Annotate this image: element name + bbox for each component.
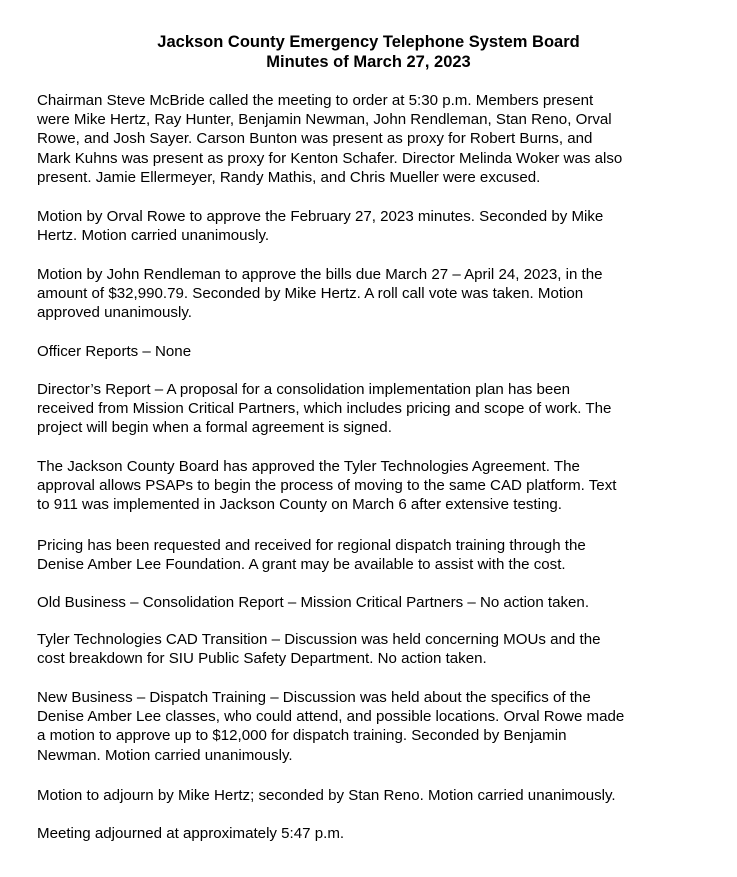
text-line: Old Business – Consolidation Report – Mission Critical Partners – No action taken. <box>37 594 590 611</box>
text-line: Officer Reports – None <box>37 343 192 360</box>
text-line: Mark Kuhns was present as proxy for Kenton Schafer. Director Melinda Woker was also <box>37 149 623 167</box>
text-line: Newman. Motion carried unanimously. <box>37 746 293 764</box>
text-line: Denise Amber Lee Foundation. A grant may be available to assist with the cost. <box>37 556 566 574</box>
text-line: to 911 was implemented in Jackson County on March 6 after extensive testing. <box>37 496 562 514</box>
minutes-date-title: Minutes of March 27, 2023 <box>266 53 471 71</box>
text-line: Director’s Report – A proposal for a consolidation implementation plan has been <box>37 381 571 398</box>
text-line: a motion to approve up to $12,000 for dispatch training. Seconded by Benjamin <box>37 727 567 745</box>
paragraph-call-to-order <box>37 91 717 187</box>
paragraph-cad-transition <box>37 630 717 668</box>
paragraph-new-business <box>37 688 717 765</box>
text-line: Tyler Technologies CAD Transition – Discussion was held concerning MOUs and the <box>37 631 601 648</box>
text-line: approved unanimously. <box>37 304 192 322</box>
text-line: The Jackson County Board has approved the Tyler Technologies Agreement. The <box>37 458 580 475</box>
paragraph-directors-report <box>37 380 717 438</box>
text-line: Pricing has been requested and received for regional dispatch training through the <box>37 537 586 554</box>
paragraph-bills-approval <box>37 265 717 323</box>
text-line: Rowe, and Josh Sayer. Carson Bunton was present as proxy for Robert Burns, and <box>37 130 593 148</box>
paragraph-adjournment <box>37 824 717 843</box>
text-line: present. Jamie Ellermeyer, Randy Mathis, and Chris Mueller were excused. <box>37 168 541 186</box>
text-line: Hertz. Motion carried unanimously. <box>37 227 270 245</box>
text-line: amount of $32,990.79. Seconded by Mike Hertz. A roll call vote was taken. Motion <box>37 285 584 303</box>
paragraph-adjourn-motion <box>37 786 717 805</box>
text-line: New Business – Dispatch Training – Discussion was held about the specifics of the <box>37 689 591 706</box>
paragraph-officer-reports <box>37 342 717 361</box>
text-line: approval allows PSAPs to begin the process of moving to the same CAD platform. Text <box>37 477 617 495</box>
paragraph-dispatch-training-pricing <box>37 536 717 574</box>
text-line: were Mike Hertz, Ray Hunter, Benjamin Newman, John Rendleman, Stan Reno, Orval <box>37 111 612 129</box>
text-line: Motion to adjourn by Mike Hertz; seconded by Stan Reno. Motion carried unanimously. <box>37 787 616 804</box>
paragraph-old-business <box>37 593 717 612</box>
paragraph-tyler-agreement <box>37 457 717 515</box>
text-line: Motion by Orval Rowe to approve the February 27, 2023 minutes. Seconded by Mike <box>37 208 604 225</box>
text-line: received from Mission Critical Partners, which includes pricing and scope of work. The <box>37 400 612 418</box>
text-line: Chairman Steve McBride called the meeting to order at 5:30 p.m. Members present <box>37 92 594 109</box>
paragraph-minutes-approval <box>37 207 717 245</box>
text-line: Meeting adjourned at approximately 5:47 p.m. <box>37 825 345 842</box>
board-title: Jackson County Emergency Telephone System Board <box>157 33 580 51</box>
text-line: Denise Amber Lee classes, who could attend, and possible locations. Orval Rowe made <box>37 708 625 726</box>
text-line: project will begin when a formal agreement is signed. <box>37 419 392 437</box>
text-line: Motion by John Rendleman to approve the bills due March 27 – April 24, 2023, in the <box>37 266 603 283</box>
text-line: cost breakdown for SIU Public Safety Department. No action taken. <box>37 650 487 668</box>
